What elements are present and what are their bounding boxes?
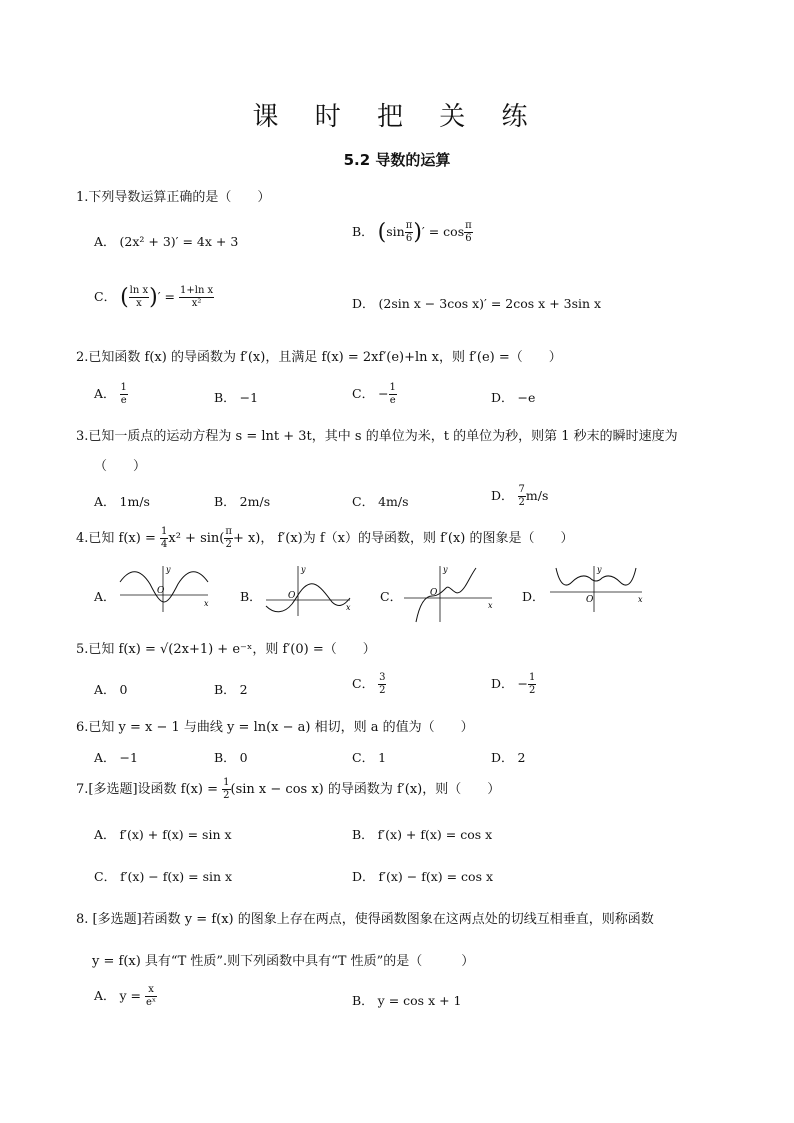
q1-b-num2: π — [465, 220, 472, 231]
q1-b-paren-close: ) — [413, 220, 422, 245]
q8-a-frac — [145, 984, 157, 1009]
q5-option-d[interactable] — [491, 672, 536, 697]
q4-graph-a[interactable] — [116, 562, 212, 614]
q1-b-eq: ′ = cos — [421, 224, 465, 239]
q2-option-d-label: D． — [491, 390, 514, 405]
q4-stem-pre: 4.已知 f(x) = — [76, 531, 156, 546]
q7-option-a-text: f′(x) + f(x) = sin x — [119, 827, 232, 842]
q1-option-c[interactable] — [94, 285, 214, 310]
q3-option-c-text: 4m/s — [378, 494, 409, 509]
q8-option-a[interactable] — [94, 984, 157, 1009]
q3-option-a[interactable] — [94, 492, 150, 510]
q4a-y-label: y — [166, 565, 171, 574]
q1-option-b-label: B． — [352, 224, 374, 239]
q5-d-sign: − — [517, 676, 528, 691]
q2-c-sign: − — [378, 386, 389, 401]
q1-b-paren-open: ( — [377, 220, 387, 245]
q7-option-d-label: D． — [352, 869, 375, 884]
q8-option-a-label: A． — [94, 988, 116, 1003]
q7-option-a-label: A． — [94, 827, 116, 842]
q6-option-c[interactable] — [352, 748, 386, 766]
q6-option-b-label: B． — [214, 750, 236, 765]
q7-option-b-text: f′(x) + f(x) = cos x — [377, 827, 493, 842]
q4-stem-mid: x² + sin( — [168, 531, 225, 546]
q5-c-num: 3 — [379, 672, 386, 683]
q4c-x-label: x — [488, 601, 493, 610]
q3-d-den: 2 — [518, 497, 525, 508]
q1-option-a-label: A． — [94, 234, 116, 249]
q1-c-rden: x² — [191, 298, 202, 309]
q7-stem-pre: 7.[多选题]设函数 f(x) = — [76, 782, 218, 797]
q3-option-c-label: C． — [352, 494, 375, 509]
q4c-curve — [416, 568, 476, 622]
q2-c-den: e — [389, 395, 396, 406]
q4a-origin: O — [157, 586, 165, 596]
question-7-stem — [76, 777, 500, 802]
q4-graph-c[interactable] — [400, 562, 496, 624]
q8-option-b-label: B． — [352, 993, 374, 1008]
q1-option-d-label: D． — [352, 296, 375, 311]
q1-c-rfrac — [179, 285, 214, 310]
q4-option-a-label[interactable]: A． — [94, 589, 116, 604]
q2-option-b-label: B． — [214, 390, 236, 405]
q3-option-b[interactable] — [214, 492, 270, 510]
q8-option-b[interactable] — [352, 991, 462, 1009]
q2-option-c[interactable] — [352, 382, 397, 407]
q6-option-c-text: 1 — [378, 750, 387, 765]
q4-frac-pi — [224, 526, 233, 551]
q7-option-d-text: f′(x) − f(x) = cos x — [378, 869, 494, 884]
q1-b-num: π — [405, 220, 413, 231]
q6-option-a-label: A． — [94, 750, 116, 765]
q6-option-b[interactable] — [214, 748, 248, 766]
q5-option-a-text: 0 — [119, 682, 128, 697]
q3-option-a-text: 1m/s — [119, 494, 150, 509]
q1-c-paren-close: ) — [149, 285, 158, 310]
q4d-origin: O — [586, 595, 594, 605]
question-5-stem: 5.已知 f(x) = √(2x+1) + e⁻ˣ，则 f′(0) =（ ） — [76, 642, 376, 657]
question-3-stem: 3.已知一质点的运动方程为 s = lnt + 3t，其中 s 的单位为米，t 的单位为秒，则第 1 秒末的瞬时速度为 — [76, 429, 678, 444]
q1-b-den2: 6 — [465, 233, 472, 244]
q6-option-c-label: C． — [352, 750, 375, 765]
question-3-stem-cont: （ ） — [94, 459, 147, 474]
q7-frac-half — [222, 777, 230, 802]
q5-option-c-label: C． — [352, 676, 375, 691]
q2-option-a-label: A． — [94, 386, 116, 401]
q3-d-frac — [518, 484, 526, 509]
q5-option-b-label: B． — [214, 682, 236, 697]
q7-option-d[interactable] — [352, 867, 493, 885]
question-8-stem: 8. [多选题]若函数 y = f(x) 的图象上存在两点，使得函数图象在这两点处的切线互相垂直，则称函数 — [76, 912, 654, 927]
q3-option-b-text: 2m/s — [239, 494, 271, 509]
q5-option-c[interactable] — [352, 672, 386, 697]
q4b-y-label: y — [301, 565, 306, 574]
q2-c-num: 1 — [389, 382, 396, 393]
q2-option-c-label: C． — [352, 386, 375, 401]
q6-option-d-label: D． — [491, 750, 514, 765]
q8-a-num: x — [145, 984, 157, 997]
q7-den: 2 — [223, 790, 230, 801]
q4b-origin: O — [288, 591, 296, 601]
q4c-y-label: y — [443, 565, 448, 574]
q4-pden: 2 — [225, 539, 232, 550]
q4d-x-label: x — [638, 595, 643, 604]
q4-option-d-label[interactable]: D． — [522, 589, 545, 604]
q5-d-den: 2 — [529, 685, 536, 696]
q4b-curve — [266, 584, 350, 612]
q7-option-c-text: f′(x) − f(x) = sin x — [120, 869, 233, 884]
q1-b-frac2 — [464, 220, 473, 245]
q1-b-pre: sin — [386, 224, 405, 239]
q2-option-d-text: −e — [517, 390, 536, 405]
q5-option-b-text: 2 — [239, 682, 248, 697]
q1-option-d[interactable] — [352, 294, 601, 312]
q8-a-pre: y = — [119, 988, 142, 1003]
q7-option-b-label: B． — [352, 827, 374, 842]
q2-option-b[interactable] — [214, 388, 258, 406]
question-8-stem-cont: y = f(x) 具有“T 性质”.则下列函数中具有“T 性质”的是（ ） — [92, 954, 475, 969]
q1-option-c-label: C． — [94, 289, 117, 304]
q3-option-c[interactable] — [352, 492, 409, 510]
q2-a-num: 1 — [120, 382, 127, 393]
q5-c-frac — [378, 672, 386, 697]
q6-option-d[interactable] — [491, 748, 525, 766]
q4-option-c-label[interactable]: C． — [380, 589, 403, 604]
q7-option-b[interactable] — [352, 825, 492, 843]
q1-c-eq: ′ = — [157, 289, 176, 304]
q3-option-d[interactable] — [491, 484, 548, 509]
q4d-curve — [556, 568, 636, 585]
q3-d-unit: m/s — [525, 488, 549, 503]
q5-option-b[interactable] — [214, 680, 248, 698]
q6-option-d-text: 2 — [517, 750, 526, 765]
q5-option-a-label: A． — [94, 682, 116, 697]
q5-option-a[interactable] — [94, 680, 127, 698]
q7-option-a[interactable] — [94, 825, 232, 843]
q4-graph-d[interactable] — [546, 562, 646, 614]
q7-option-c[interactable] — [94, 867, 232, 885]
q2-option-a[interactable] — [94, 382, 128, 407]
section-subtitle: 5.2 导数的运算 — [343, 151, 451, 169]
question-1-stem: 1.下列导数运算正确的是（ ） — [76, 190, 271, 205]
q1-c-rnum: 1+ln x — [180, 285, 214, 296]
q6-option-a[interactable] — [94, 748, 138, 766]
q4-num: 1 — [161, 526, 168, 537]
q4-den: 4 — [161, 539, 168, 550]
q4-option-b-label[interactable]: B． — [240, 589, 262, 604]
q1-c-den: x — [136, 298, 142, 309]
q2-option-b-text: −1 — [239, 390, 259, 405]
q2-c-frac — [389, 382, 397, 407]
question-6-stem: 6.已知 y = x − 1 与曲线 y = ln(x − a) 相切，则 a 的值为（ ） — [76, 720, 474, 735]
q6-option-a-text: −1 — [119, 750, 138, 765]
q5-option-d-label: D． — [491, 676, 514, 691]
q1-option-a-text: (2x² + 3)′ = 4x + 3 — [119, 234, 239, 249]
q4-pnum: π — [225, 526, 232, 537]
q8-a-den: eˣ — [146, 997, 157, 1008]
q7-num: 1 — [223, 777, 230, 788]
q3-option-b-label: B． — [214, 494, 236, 509]
q2-a-frac — [120, 382, 128, 407]
q1-c-num: ln x — [129, 285, 149, 296]
q2-option-d[interactable] — [491, 388, 535, 406]
q1-option-d-text: (2sin x − 3cos x)′ = 2cos x + 3sin x — [378, 296, 602, 311]
q4d-y-label: y — [597, 565, 602, 574]
q1-c-paren-open: ( — [120, 285, 129, 310]
q5-d-frac — [528, 672, 536, 697]
q4a-x-label: x — [204, 599, 209, 608]
q3-option-d-label: D． — [491, 488, 514, 503]
q1-b-den: 6 — [405, 233, 413, 244]
q5-d-num: 1 — [529, 672, 536, 683]
q5-c-den: 2 — [379, 685, 386, 696]
q7-option-c-label: C． — [94, 869, 117, 884]
q4-stem-post: + x)， f′(x)为 f（x）的导函数，则 f′(x) 的图象是（ ） — [232, 531, 574, 546]
q4b-x-label: x — [346, 603, 351, 612]
q2-a-den: e — [120, 395, 127, 406]
question-2-stem: 2.已知函数 f(x) 的导函数为 f′(x)，且满足 f(x) = 2xf′(e)+ln x，则 f′(e) =（ ） — [76, 350, 562, 365]
q6-option-b-text: 0 — [239, 750, 248, 765]
question-4-stem — [76, 526, 574, 551]
q8-option-b-text: y = cos x + 1 — [377, 993, 462, 1008]
q7-stem-post: (sin x − cos x) 的导函数为 f′(x)，则（ ） — [230, 782, 501, 797]
q1-option-b[interactable] — [352, 220, 473, 245]
q3-option-a-label: A． — [94, 494, 116, 509]
q3-d-num: 7 — [518, 484, 525, 495]
q1-c-frac — [129, 285, 149, 310]
q4c-origin: O — [430, 588, 438, 598]
q4-graph-b[interactable] — [262, 562, 354, 618]
q1-option-a[interactable] — [94, 232, 238, 250]
page-title: 课 时 把 关 练 — [252, 102, 542, 132]
